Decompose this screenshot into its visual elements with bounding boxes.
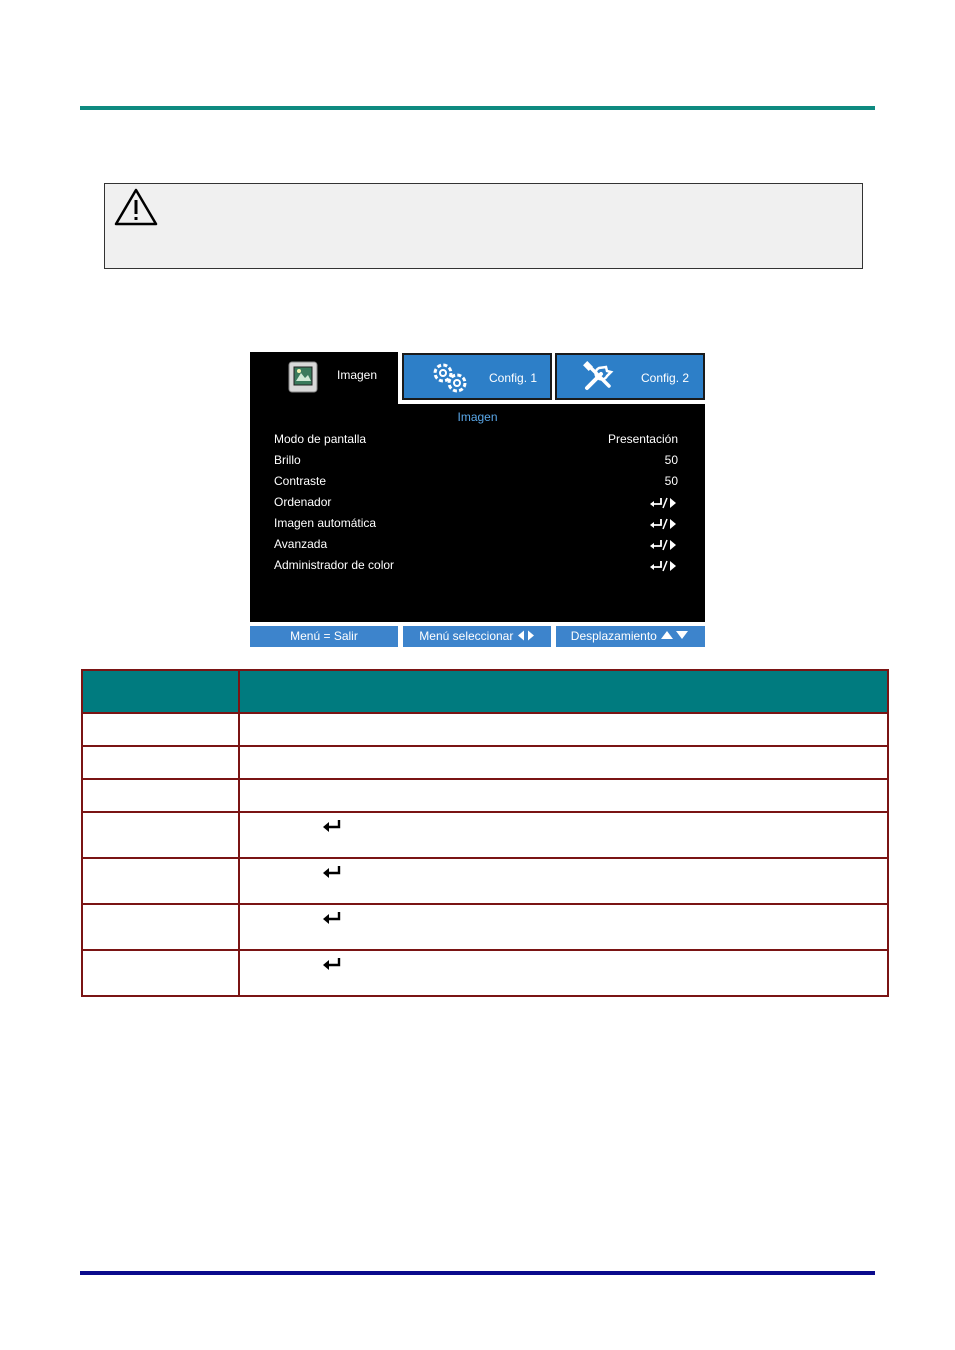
osd-row-label: Ordenador (274, 495, 332, 509)
enter-arrow-icon (650, 518, 678, 530)
menu-items-table (81, 669, 889, 997)
table-row (82, 746, 888, 779)
table-row (82, 713, 888, 746)
table-header-row (82, 670, 888, 713)
osd-row-value: Presentación (607, 432, 678, 446)
table-row (82, 904, 888, 950)
enter-key-icon (322, 911, 342, 924)
osd-row-label: Avanzada (274, 537, 328, 551)
osd-row-label: Imagen automática (274, 516, 377, 530)
osd-row-contraste[interactable] (274, 474, 678, 492)
osd-section-heading: Imagen (457, 410, 498, 424)
enter-key-icon (322, 957, 342, 970)
footer-exit-label: Menú = Salir (290, 629, 358, 643)
footer-rule (80, 1271, 875, 1275)
osd-row-modo-de-pantalla[interactable] (274, 432, 678, 450)
enter-key-icon (322, 819, 342, 832)
osd-row-label: Contraste (274, 474, 327, 488)
tools-icon (581, 360, 615, 394)
table-row (82, 858, 888, 904)
warning-notice (104, 183, 863, 269)
table-row (82, 812, 888, 858)
tab-config-2[interactable] (555, 353, 705, 400)
tab-config-2-label: Config. 2 (641, 371, 690, 385)
enter-arrow-icon (650, 560, 678, 572)
enter-arrow-icon (650, 497, 678, 509)
table-header-cell (82, 670, 239, 713)
osd-row-avanzada[interactable] (274, 537, 678, 555)
osd-row-label: Modo de pantalla (274, 432, 367, 446)
left-right-arrows-icon (517, 630, 535, 641)
up-down-arrows-icon (660, 630, 690, 640)
osd-row-label: Brillo (274, 453, 301, 467)
enter-key-icon (322, 865, 342, 878)
tab-imagen[interactable] (250, 352, 398, 404)
osd-row-imagen-automatica[interactable] (274, 516, 678, 534)
osd-row-brillo[interactable] (274, 453, 678, 471)
osd-row-value: 50 (664, 474, 678, 488)
footer-select-label: Menú seleccionar (419, 629, 514, 643)
osd-row-label: Administrador de color (274, 558, 395, 572)
tab-imagen-label: Imagen (337, 368, 378, 382)
osd-row-administrador-de-color[interactable] (274, 558, 678, 576)
osd-tab-bar (250, 352, 705, 404)
picture-icon (288, 361, 318, 393)
osd-row-ordenador[interactable] (274, 495, 678, 513)
tab-config-1[interactable] (402, 353, 552, 400)
footer-select-hint (403, 626, 551, 647)
tab-config-1-label: Config. 1 (489, 371, 538, 385)
header-rule (80, 106, 875, 110)
enter-arrow-icon (650, 539, 678, 551)
footer-exit-hint (250, 626, 398, 647)
gears-icon (430, 361, 470, 393)
footer-scroll-label: Desplazamiento (570, 629, 657, 643)
osd-menu (250, 352, 705, 648)
osd-row-value: 50 (664, 453, 678, 467)
warning-icon (114, 188, 158, 226)
table-header-cell (239, 670, 888, 713)
table-row (82, 779, 888, 812)
table-row (82, 950, 888, 996)
footer-scroll-hint (556, 626, 705, 647)
